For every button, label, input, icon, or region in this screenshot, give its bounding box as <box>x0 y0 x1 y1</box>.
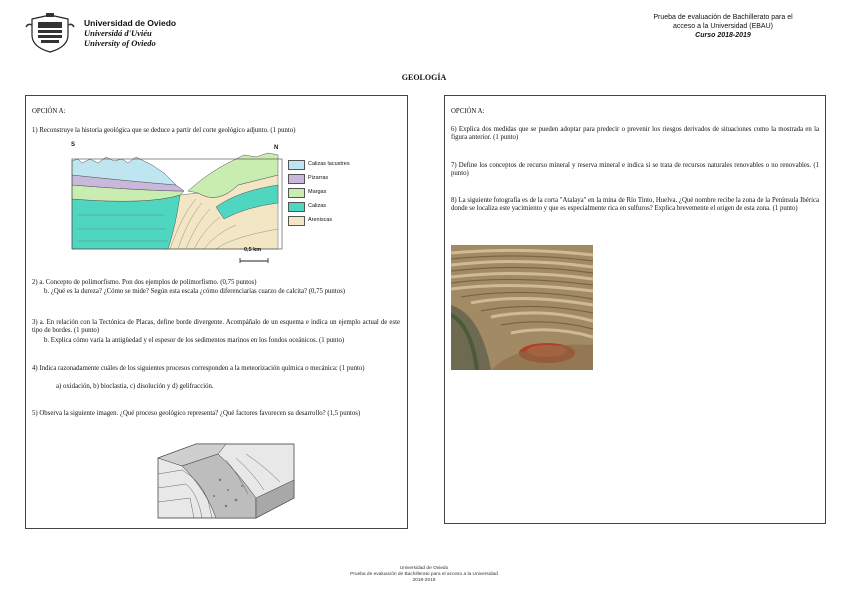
legend-calizas: Calizas <box>308 203 327 209</box>
legend-pizarras: Pizarras <box>308 175 329 181</box>
footer-line-1: Universidad de Oviedo <box>399 566 449 571</box>
question-8: 8) La siguiente fotografía es de la corta "Atalaya" en la mina de Río Tinto, Huelva. ¿Qué nombre recibe la zona de la Península Ibérica donde se localiza este yacimiento y que es especialmente rica en sulfuros? Explica brevemente el origen de esta zona. (1 punto) <box>451 197 819 213</box>
question-1: 1) Reconstruye la historia geológica que se deduce a partir del corte geológico adjunto. (1 punto) <box>32 127 296 134</box>
south-label: S <box>71 142 76 148</box>
legend-swatch-margas <box>288 188 305 198</box>
question-7: 7) Define los conceptos de recurso mineral y reserva mineral e indica si se trata de recursos naturales renovables o no renovables. (1 punto) <box>451 162 819 178</box>
geological-cross-section <box>68 142 288 265</box>
exam-line-1: Prueba de evaluación de Bachillerato para el <box>653 14 793 21</box>
question-3a: 3) a. En relación con la Tectónica de Placas, define borde divergente. Acompáñalo de un esquema e indica un ejemplo actual de este tipo de bordes. (1 punto) <box>32 319 400 335</box>
footer-line-3: 2018-2019 <box>412 578 436 583</box>
scale-label: 0,5 km <box>244 247 262 253</box>
left-column-box <box>25 95 408 529</box>
right-column-box <box>444 95 826 524</box>
legend-swatch-calizas <box>288 202 305 212</box>
legend-swatch-areniscas <box>288 216 305 226</box>
exam-line-2: acceso a la Universidad (EBAU) <box>673 23 773 30</box>
legend-calizas-lacustres: Calizas lacustres <box>308 161 350 167</box>
question-4-items: a) oxidación, b) bioclastia, c) disolución y d) gelifracción. <box>56 383 214 390</box>
university-name-es: Universidad de Oviedo <box>84 18 177 28</box>
university-name-ast: Universidá d'Uviéu <box>84 28 152 38</box>
left-option-label: OPCIÓN A: <box>32 108 66 115</box>
exam-header <box>638 13 808 40</box>
legend-swatch-pizarras <box>288 174 305 184</box>
cross-section-legend <box>288 160 388 230</box>
question-2a: 2) a. Concepto de polimorfismo. Pon dos ejemplos de polimorfismo. (0,75 puntos) <box>32 279 257 286</box>
course-label: Curso 2018-2019 <box>695 32 751 39</box>
question-2b: b. ¿Qué es la dureza? ¿Cómo se mide? Según esta escala ¿cómo diferenciarías cuarzo de calcita? (0,75 puntos) <box>44 288 346 295</box>
legend-areniscas: Areniscas <box>308 217 333 223</box>
landslide-block-diagram <box>156 440 296 520</box>
question-3b: b. Explica cómo varía la antigüedad y el espesor de los sedimentos marinos en los fondos oceánicos. (1 punto) <box>44 337 345 344</box>
right-option-label: OPCIÓN A: <box>451 108 485 115</box>
university-name <box>84 18 176 48</box>
question-5: 5) Observa la siguiente imagen. ¿Qué proceso geológico representa? ¿Qué factores favorecen su desarrollo? (1,5 puntos) <box>32 410 361 417</box>
footer-line-2: Prueba de evaluación de Bachillerato para el acceso a la Universidad <box>350 572 498 577</box>
university-name-en: University of Oviedo <box>84 38 156 48</box>
university-logo <box>24 13 76 53</box>
question-6: 6) Explica dos medidas que se pueden adoptar para predecir o prevenir los riesgos derivados de situaciones como la mostrada en la figura anterior. (1 punto) <box>451 126 819 142</box>
legend-swatch-calizas-lacustres <box>288 160 305 170</box>
question-4: 4) Indica razonadamente cuáles de los siguientes procesos corresponden a la meteorización química o mecánica: (1 punto) <box>32 365 365 372</box>
page-title: GEOLOGÍA <box>401 73 447 82</box>
rio-tinto-mine-photo <box>451 245 593 370</box>
north-label: N <box>274 145 279 151</box>
footer <box>0 566 848 584</box>
legend-margas: Margas <box>308 189 327 195</box>
